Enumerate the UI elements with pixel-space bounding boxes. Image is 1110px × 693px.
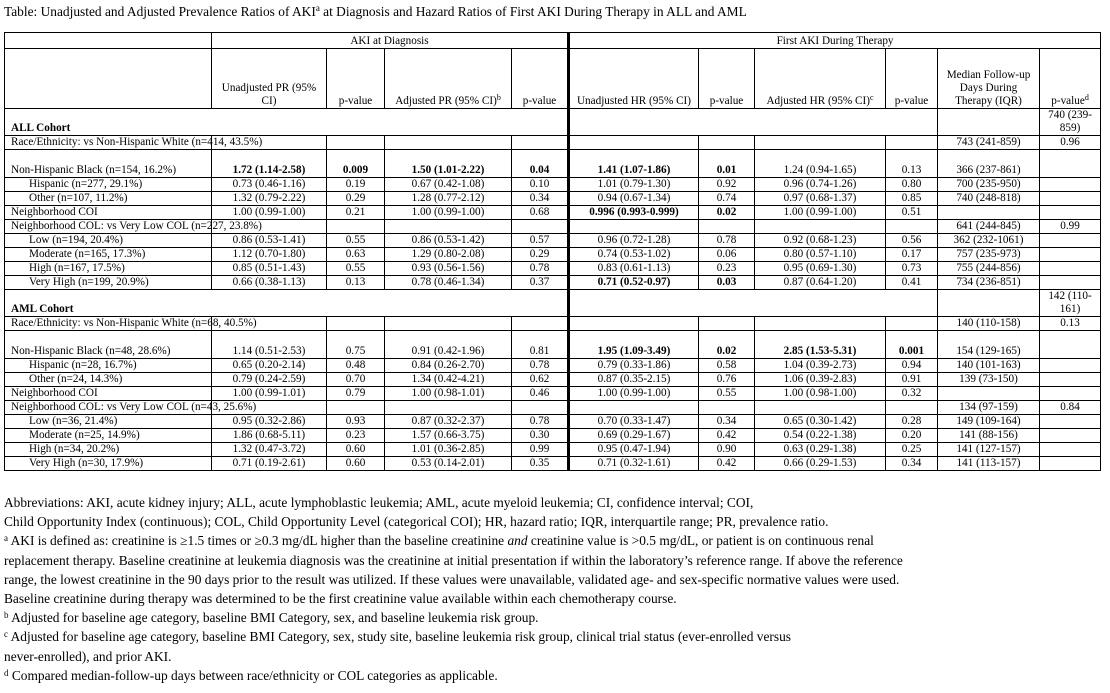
table-cell xyxy=(1040,248,1101,262)
table-cell: 0.60 xyxy=(327,443,385,457)
table-cell: 0.69 (0.29-1.67) xyxy=(569,429,699,443)
table-row xyxy=(5,290,1101,317)
footnote-a: Baseline creatinine during therapy was determined to be the first creatinine value available within each chemotherapy course. xyxy=(4,591,677,607)
table-cell xyxy=(1040,150,1101,178)
table-cell xyxy=(755,136,886,150)
table-cell: 0.37 xyxy=(512,276,569,290)
table-cell xyxy=(569,136,699,150)
table-cell: 0.65 (0.20-2.14) xyxy=(212,359,327,373)
col-pvalue: p-value xyxy=(886,49,938,109)
col-pvalue: p-value xyxy=(327,49,385,109)
table-cell xyxy=(886,317,938,331)
table-row xyxy=(5,136,1101,150)
row-label: Neighborhood COL: vs Very Low COL (n=227, 23.8%) xyxy=(5,220,212,234)
table-row xyxy=(5,429,1101,443)
table-row xyxy=(5,178,1101,192)
table-cell: 0.17 xyxy=(886,248,938,262)
table-cell: 0.71 (0.32-1.61) xyxy=(569,457,699,471)
table-cell xyxy=(1040,359,1101,373)
table-cell xyxy=(569,401,699,415)
table-cell: 1.34 (0.42-4.21) xyxy=(385,373,512,387)
table-cell xyxy=(385,220,512,234)
table-cell: 1.41 (1.07-1.86) xyxy=(569,150,699,178)
table-cell xyxy=(1040,415,1101,429)
table-cell: 0.71 (0.52-0.97) xyxy=(569,276,699,290)
table-cell: 0.29 xyxy=(512,248,569,262)
row-label: Hispanic (n=277, 29.1%) xyxy=(5,178,212,192)
table-cell: 0.78 xyxy=(699,234,755,248)
table-cell xyxy=(1040,276,1101,290)
table-cell xyxy=(938,290,1040,317)
table-cell: 0.56 xyxy=(886,234,938,248)
table-cell xyxy=(755,220,886,234)
table-cell: 0.90 xyxy=(699,443,755,457)
table-cell: 0.95 (0.32-2.86) xyxy=(212,415,327,429)
table-row xyxy=(5,109,1101,136)
table-cell: 0.23 xyxy=(699,262,755,276)
table-cell: 149 (109-164) xyxy=(938,415,1040,429)
table-cell: 139 (73-150) xyxy=(938,373,1040,387)
table-cell xyxy=(886,220,938,234)
table-cell: 0.73 xyxy=(886,262,938,276)
table-cell xyxy=(1040,387,1101,401)
table-cell xyxy=(327,401,385,415)
table-cell: 1.00 (0.99-1.00) xyxy=(569,387,699,401)
table-cell: 0.80 xyxy=(886,178,938,192)
table-cell xyxy=(1040,192,1101,206)
table-cell: 0.80 (0.57-1.10) xyxy=(755,248,886,262)
table-cell: 0.78 xyxy=(512,359,569,373)
col-unadjusted-hr: Unadjusted HR (95% CI) xyxy=(569,49,699,109)
footnote-c: $^c$ Adjusted for baseline age category, baseline BMI Category, sex, study site, baseline leukemia risk group, clinical trial status (ever-enrolled versus xyxy=(4,629,791,645)
table-body xyxy=(5,109,1101,471)
table-cell: 0.95 (0.47-1.94) xyxy=(569,443,699,457)
table-cell xyxy=(1040,262,1101,276)
table-cell: 0.85 (0.51-1.43) xyxy=(212,262,327,276)
table-cell: 0.58 xyxy=(699,359,755,373)
table-row xyxy=(5,317,1101,331)
table-cell xyxy=(886,401,938,415)
table-cell: 0.67 (0.42-1.08) xyxy=(385,178,512,192)
row-label: Other (n=24, 14.3%) xyxy=(5,373,212,387)
table-cell: 1.00 (0.99-1.00) xyxy=(212,206,327,220)
table-cell xyxy=(938,109,1040,136)
table-cell: 0.74 (0.53-1.02) xyxy=(569,248,699,262)
table-cell: 141 (113-157) xyxy=(938,457,1040,471)
table-cell xyxy=(1040,331,1101,359)
table-cell: 142 (110-161) xyxy=(1040,290,1101,317)
table-cell xyxy=(886,136,938,150)
table-cell: 1.86 (0.68-5.11) xyxy=(212,429,327,443)
table-cell: 0.01 xyxy=(699,150,755,178)
table-cell xyxy=(569,317,699,331)
table-cell xyxy=(512,401,569,415)
table-cell: 0.06 xyxy=(699,248,755,262)
row-label: Very High (n=30, 17.9%) xyxy=(5,457,212,471)
table-cell: 1.95 (1.09-3.49) xyxy=(569,331,699,359)
table-cell xyxy=(755,317,886,331)
table-cell: 0.86 (0.53-1.41) xyxy=(212,234,327,248)
row-label: Moderate (n=25, 14.9%) xyxy=(5,429,212,443)
table-cell: 0.99 xyxy=(1040,220,1101,234)
table-cell: 0.76 xyxy=(699,373,755,387)
row-label: Race/Ethnicity: vs Non-Hispanic White (n=414, 43.5%) xyxy=(5,136,212,150)
table-cell: 1.57 (0.66-3.75) xyxy=(385,429,512,443)
row-label: Very High (n=199, 20.9%) xyxy=(5,276,212,290)
table-cell: 0.96 xyxy=(1040,136,1101,150)
table-cell: 0.91 xyxy=(886,373,938,387)
table-row xyxy=(5,359,1101,373)
table-cell: 757 (235-973) xyxy=(938,248,1040,262)
table-row xyxy=(5,220,1101,234)
table-cell: 743 (241-859) xyxy=(938,136,1040,150)
table-cell: 0.001 xyxy=(886,331,938,359)
table-cell: 0.04 xyxy=(512,150,569,178)
table-cell: 0.87 (0.32-2.37) xyxy=(385,415,512,429)
col-median-follow-up: Median Follow-up Days During Therapy (IQR) xyxy=(938,49,1040,109)
table-cell: 0.42 xyxy=(699,457,755,471)
row-label: ALL Cohort xyxy=(5,109,569,136)
col-adjusted-pr: Adjusted PR (95% CI)$^b$ xyxy=(385,49,512,109)
table-row xyxy=(5,331,1101,359)
table-row xyxy=(5,457,1101,471)
table-cell xyxy=(512,136,569,150)
table-cell: 1.12 (0.70-1.80) xyxy=(212,248,327,262)
table-cell: 1.00 (0.99-1.01) xyxy=(212,387,327,401)
table-cell: 0.28 xyxy=(886,415,938,429)
table-cell: 0.19 xyxy=(327,178,385,192)
table-cell: 0.51 xyxy=(886,206,938,220)
table-cell: 134 (97-159) xyxy=(938,401,1040,415)
table-cell: 0.02 xyxy=(699,331,755,359)
table-cell: 0.62 xyxy=(512,373,569,387)
table-cell: 0.996 (0.993-0.999) xyxy=(569,206,699,220)
row-label: Hispanic (n=28, 16.7%) xyxy=(5,359,212,373)
table-cell: 0.83 (0.61-1.13) xyxy=(569,262,699,276)
table-cell: 0.60 xyxy=(327,457,385,471)
footnotes xyxy=(4,493,1104,685)
table-row xyxy=(5,276,1101,290)
table-cell xyxy=(938,206,1040,220)
footnote-abbreviations: Abbreviations: AKI, acute kidney injury; ALL, acute lymphoblastic leukemia; AML, acute myeloid leukemia; CI, confidence interval; COI, xyxy=(4,495,754,510)
row-label: Moderate (n=165, 17.3%) xyxy=(5,248,212,262)
table-cell: 1.00 (0.98-1.00) xyxy=(755,387,886,401)
table-cell: 0.68 xyxy=(512,206,569,220)
table-cell: 141 (88-156) xyxy=(938,429,1040,443)
table-cell: 0.84 xyxy=(1040,401,1101,415)
table-cell xyxy=(569,109,938,136)
table-cell: 0.97 (0.68-1.37) xyxy=(755,192,886,206)
footnote-c: never-enrolled), and prior AKI. xyxy=(4,648,172,664)
table-cell: 1.04 (0.39-2.73) xyxy=(755,359,886,373)
table-cell: 0.78 xyxy=(512,262,569,276)
table-cell: 0.46 xyxy=(512,387,569,401)
table-cell xyxy=(385,317,512,331)
table-cell: 734 (236-851) xyxy=(938,276,1040,290)
row-label: Non-Hispanic Black (n=48, 28.6%) xyxy=(5,331,212,359)
col-unadjusted-pr: Unadjusted PR (95% CI) xyxy=(212,49,327,109)
table-cell xyxy=(699,401,755,415)
table-cell: 0.02 xyxy=(699,206,755,220)
table-cell: 0.92 xyxy=(699,178,755,192)
table-cell: 154 (129-165) xyxy=(938,331,1040,359)
table-cell xyxy=(1040,443,1101,457)
table-cell: 0.03 xyxy=(699,276,755,290)
table-cell xyxy=(569,220,699,234)
table-cell: 0.65 (0.30-1.42) xyxy=(755,415,886,429)
table-cell: 0.66 (0.29-1.53) xyxy=(755,457,886,471)
table-cell: 1.28 (0.77-2.12) xyxy=(385,192,512,206)
table-cell: 0.93 xyxy=(327,415,385,429)
table-cell: 1.00 (0.99-1.00) xyxy=(385,206,512,220)
row-label: Race/Ethnicity: vs Non-Hispanic White (n=68, 40.5%) xyxy=(5,317,212,331)
results-table xyxy=(4,32,1101,471)
table-cell xyxy=(385,136,512,150)
table-cell: 0.79 xyxy=(327,387,385,401)
table-cell: 0.94 (0.67-1.34) xyxy=(569,192,699,206)
table-cell xyxy=(1040,457,1101,471)
table-cell: 0.93 (0.56-1.56) xyxy=(385,262,512,276)
table-cell: 0.96 (0.72-1.28) xyxy=(569,234,699,248)
table-cell: 0.75 xyxy=(327,331,385,359)
table-cell: 740 (248-818) xyxy=(938,192,1040,206)
table-cell: 2.85 (1.53-5.31) xyxy=(755,331,886,359)
row-label: Low (n=194, 20.4%) xyxy=(5,234,212,248)
table-cell: 641 (244-845) xyxy=(938,220,1040,234)
table-row xyxy=(5,206,1101,220)
table-cell: 0.13 xyxy=(1040,317,1101,331)
table-cell: 0.009 xyxy=(327,150,385,178)
table-cell: 0.91 (0.42-1.96) xyxy=(385,331,512,359)
table-cell: 1.29 (0.80-2.08) xyxy=(385,248,512,262)
table-cell: 0.29 xyxy=(327,192,385,206)
table-cell: 1.00 (0.99-1.00) xyxy=(755,206,886,220)
table-cell: 0.92 (0.68-1.23) xyxy=(755,234,886,248)
table-cell: 0.74 xyxy=(699,192,755,206)
table-cell: 755 (244-856) xyxy=(938,262,1040,276)
row-label: Other (n=107, 11.2%) xyxy=(5,192,212,206)
table-row xyxy=(5,192,1101,206)
row-label: AML Cohort xyxy=(5,290,569,317)
table-cell: 700 (235-950) xyxy=(938,178,1040,192)
table-cell xyxy=(1040,206,1101,220)
footnote-d: $^d$ Compared median-follow-up days between race/ethnicity or COL categories as applicable. xyxy=(4,667,498,683)
table-cell: 0.63 (0.29-1.38) xyxy=(755,443,886,457)
table-cell: 141 (127-157) xyxy=(938,443,1040,457)
table-cell: 0.53 (0.14-2.01) xyxy=(385,457,512,471)
table-cell: 1.00 (0.98-1.01) xyxy=(385,387,512,401)
group-first-aki-during-therapy: First AKI During Therapy xyxy=(569,33,1101,49)
table-cell xyxy=(327,136,385,150)
table-cell: 0.99 xyxy=(512,443,569,457)
table-cell: 0.87 (0.64-1.20) xyxy=(755,276,886,290)
table-cell: 140 (101-163) xyxy=(938,359,1040,373)
table-cell: 0.84 (0.26-2.70) xyxy=(385,359,512,373)
col-pvalue: p-value xyxy=(699,49,755,109)
table-cell: 0.21 xyxy=(327,206,385,220)
table-cell: 1.72 (1.14-2.58) xyxy=(212,150,327,178)
row-label: High (n=34, 20.2%) xyxy=(5,443,212,457)
table-row xyxy=(5,150,1101,178)
table-cell: 0.13 xyxy=(327,276,385,290)
col-pvalue: p-value$^d$ xyxy=(1040,49,1101,109)
table-cell xyxy=(938,387,1040,401)
table-cell: 0.34 xyxy=(699,415,755,429)
table-cell: 0.85 xyxy=(886,192,938,206)
table-cell: 362 (232-1061) xyxy=(938,234,1040,248)
table-cell: 1.01 (0.36-2.85) xyxy=(385,443,512,457)
table-cell: 1.01 (0.79-1.30) xyxy=(569,178,699,192)
row-label: Neighborhood COL: vs Very Low COL (n=43, 25.6%) xyxy=(5,401,212,415)
table-cell: 1.24 (0.94-1.65) xyxy=(755,150,886,178)
table-cell: 0.57 xyxy=(512,234,569,248)
table-cell: 0.13 xyxy=(886,150,938,178)
table-row xyxy=(5,373,1101,387)
row-label: Neighborhood COI xyxy=(5,387,212,401)
footnote-a: replacement therapy. Baseline creatinine at leukemia diagnosis was the creatinine at initial presentation if within the laboratory’s reference range. If above the reference xyxy=(4,552,903,568)
footnote-a: $^a$ AKI is defined as: creatinine is ≥1.5 times or ≥0.3 mg/dL higher than the baseline creatinine and creatinine value is >0.5 mg/dL, or patient is on continuous renal xyxy=(4,533,874,549)
table-cell: 0.48 xyxy=(327,359,385,373)
table-cell: 0.63 xyxy=(327,248,385,262)
table-cell: 0.71 (0.19-2.61) xyxy=(212,457,327,471)
table-row xyxy=(5,443,1101,457)
table-cell: 0.32 xyxy=(886,387,938,401)
table-cell: 0.25 xyxy=(886,443,938,457)
table-cell: 0.94 xyxy=(886,359,938,373)
table-cell: 0.79 (0.33-1.86) xyxy=(569,359,699,373)
table-cell: 0.81 xyxy=(512,331,569,359)
group-aki-at-diagnosis: AKI at Diagnosis xyxy=(212,33,569,49)
table-cell xyxy=(699,317,755,331)
table-row xyxy=(5,415,1101,429)
table-cell: 366 (237-861) xyxy=(938,150,1040,178)
table-cell: 0.86 (0.53-1.42) xyxy=(385,234,512,248)
table-cell xyxy=(327,317,385,331)
table-row xyxy=(5,262,1101,276)
table-cell xyxy=(699,136,755,150)
table-cell xyxy=(699,220,755,234)
table-cell: 0.54 (0.22-1.38) xyxy=(755,429,886,443)
table-row xyxy=(5,248,1101,262)
footnote-b: $^b$ Adjusted for baseline age category, baseline BMI Category, sex, and baseline leukemia risk group. xyxy=(4,610,539,626)
table-cell: 0.41 xyxy=(886,276,938,290)
table-cell xyxy=(327,220,385,234)
table-cell xyxy=(385,401,512,415)
row-label: Non-Hispanic Black (n=154, 16.2%) xyxy=(5,150,212,178)
table-cell xyxy=(569,290,938,317)
table-cell: 0.23 xyxy=(327,429,385,443)
table-cell: 1.50 (1.01-2.22) xyxy=(385,150,512,178)
table-cell xyxy=(1040,178,1101,192)
col-adjusted-hr: Adjusted HR (95% CI)$^c$ xyxy=(755,49,886,109)
table-cell: 0.55 xyxy=(699,387,755,401)
table-cell xyxy=(512,317,569,331)
table-cell: 0.66 (0.38-1.13) xyxy=(212,276,327,290)
table-cell: 0.96 (0.74-1.26) xyxy=(755,178,886,192)
row-label: High (n=167, 17.5%) xyxy=(5,262,212,276)
table-cell: 0.87 (0.35-2.15) xyxy=(569,373,699,387)
table-cell: 0.70 (0.33-1.47) xyxy=(569,415,699,429)
table-cell: 0.78 xyxy=(512,415,569,429)
table-cell: 0.78 (0.46-1.34) xyxy=(385,276,512,290)
table-cell: 140 (110-158) xyxy=(938,317,1040,331)
table-cell: 0.34 xyxy=(512,192,569,206)
row-label: Low (n=36, 21.4%) xyxy=(5,415,212,429)
table-cell: 0.55 xyxy=(327,262,385,276)
table-cell: 0.35 xyxy=(512,457,569,471)
table-cell xyxy=(512,220,569,234)
row-label: Neighborhood COI xyxy=(5,206,212,220)
table-cell: 0.10 xyxy=(512,178,569,192)
table-cell: 740 (239-859) xyxy=(1040,109,1101,136)
table-cell: 1.32 (0.47-3.72) xyxy=(212,443,327,457)
table-cell: 1.32 (0.79-2.22) xyxy=(212,192,327,206)
table-cell: 0.70 xyxy=(327,373,385,387)
column-header-row xyxy=(5,49,1101,109)
table-cell: 0.73 (0.46-1.16) xyxy=(212,178,327,192)
table-cell: 0.34 xyxy=(886,457,938,471)
table-title: Table: Unadjusted and Adjusted Prevalence Ratios of AKI$^a$ at Diagnosis and Hazard Ratios of First AKI During Therapy in ALL and AML xyxy=(4,3,747,19)
footnote-abbreviations: Child Opportunity Index (continuous); COL, Child Opportunity Level (categorical COI); HR, hazard ratio; IQR, interquartile range; PR, prevalence ratio. xyxy=(4,514,829,530)
table-cell: 0.20 xyxy=(886,429,938,443)
table-cell: 1.06 (0.39-2.83) xyxy=(755,373,886,387)
footnote-a: range, the lowest creatinine in the 90 days prior to the result was utilized. If these values were unavailable, validated age- and sex-specific normative values were used. xyxy=(4,571,900,587)
table-cell xyxy=(1040,429,1101,443)
table-cell: 0.79 (0.24-2.59) xyxy=(212,373,327,387)
table-cell: 0.95 (0.69-1.30) xyxy=(755,262,886,276)
group-header-row xyxy=(5,33,1101,49)
table-row xyxy=(5,234,1101,248)
table-cell: 0.30 xyxy=(512,429,569,443)
table-row xyxy=(5,387,1101,401)
table-cell xyxy=(1040,373,1101,387)
table-cell: 0.42 xyxy=(699,429,755,443)
col-pvalue: p-value xyxy=(512,49,569,109)
table-cell xyxy=(755,401,886,415)
table-cell: 0.55 xyxy=(327,234,385,248)
table-cell xyxy=(1040,234,1101,248)
table-row xyxy=(5,401,1101,415)
table-cell: 1.14 (0.51-2.53) xyxy=(212,331,327,359)
